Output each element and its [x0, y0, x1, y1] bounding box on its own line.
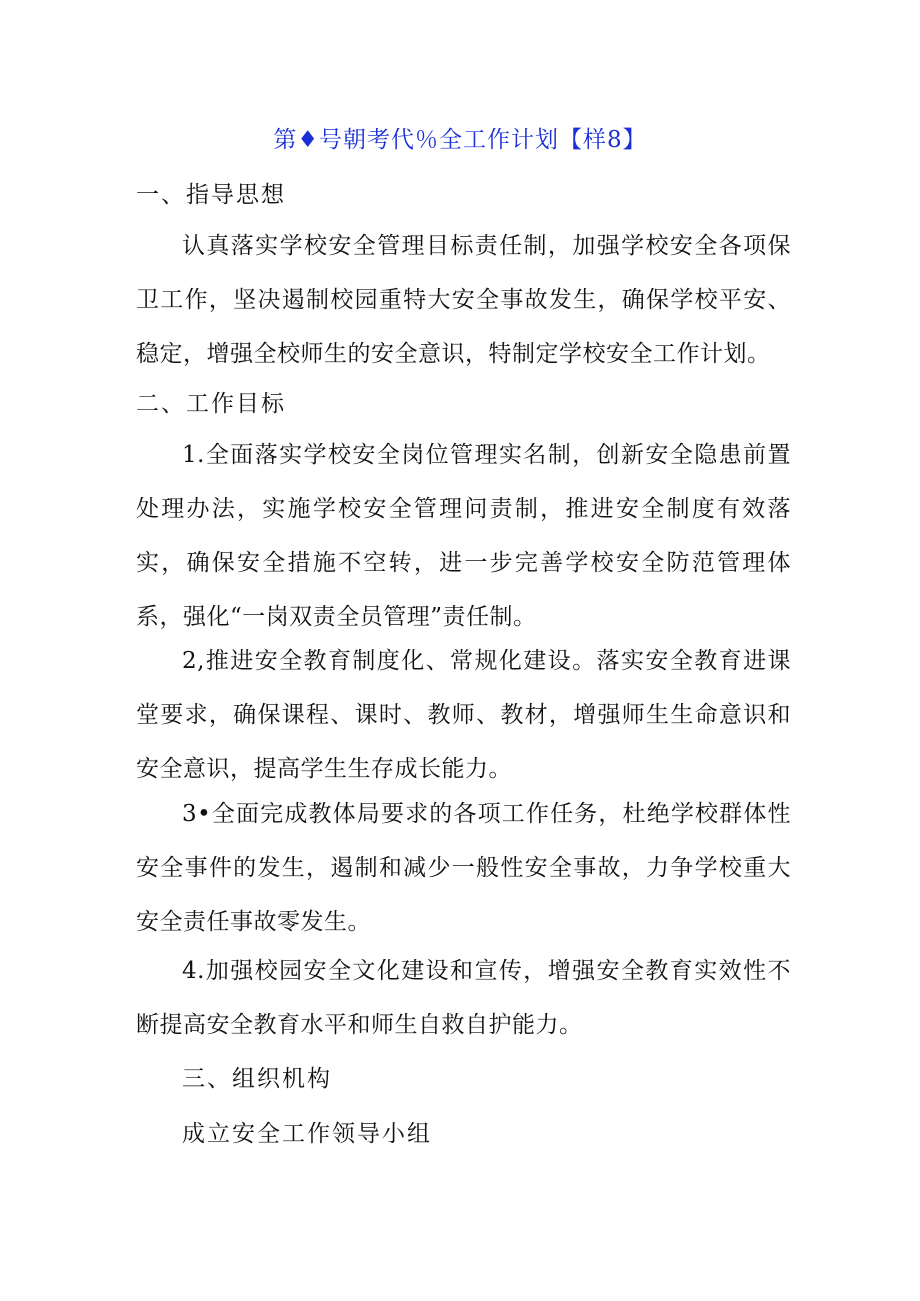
document-title: 第♦号朝考代％全工作计划【样8】	[273, 127, 647, 153]
section-heading-guiding-ideology: 一、指导思想	[136, 182, 286, 208]
paragraph-goal-4: 4.加强校园安全文化建设和宣传，增强安全教育实效性不断提高安全教育水平和师生自救自护能力。	[136, 958, 791, 1038]
paragraph-organization: 成立安全工作领导小组	[182, 1121, 432, 1147]
paragraph-guiding-ideology: 认真落实学校安全管理目标责任制，加强学校安全各项保卫工作，坚决遏制校园重特大安全事故发生，确保学校平安、稳定，增强全校师生的安全意识，特制定学校安全工作计划。	[136, 233, 791, 367]
paragraph-goal-1: 1.全面落实学校安全岗位管理实名制，创新安全隐患前置处理办法，实施学校安全管理问责制，推进安全制度有效落实，确保安全措施不空转，进一步完善学校安全防范管理体系，强化“一岗双责全员管理”责任制。	[136, 442, 791, 630]
paragraph-goal-2: 2,推进安全教育制度化、常规化建设。落实安全教育进课堂要求，确保课程、课时、教师、教材，增强师生生命意识和安全意识，提高学生生存成长能力。	[136, 648, 791, 782]
paragraph-goal-3: 3•全面完成教体局要求的各项工作任务，杜绝学校群体性安全事件的发生，遏制和减少一般性安全事故，力争学校重大安全责任事故零发生。	[136, 801, 791, 935]
section-heading-work-goals: 二、工作目标	[136, 391, 286, 417]
section-heading-organization: 三、组织机构	[182, 1066, 332, 1092]
